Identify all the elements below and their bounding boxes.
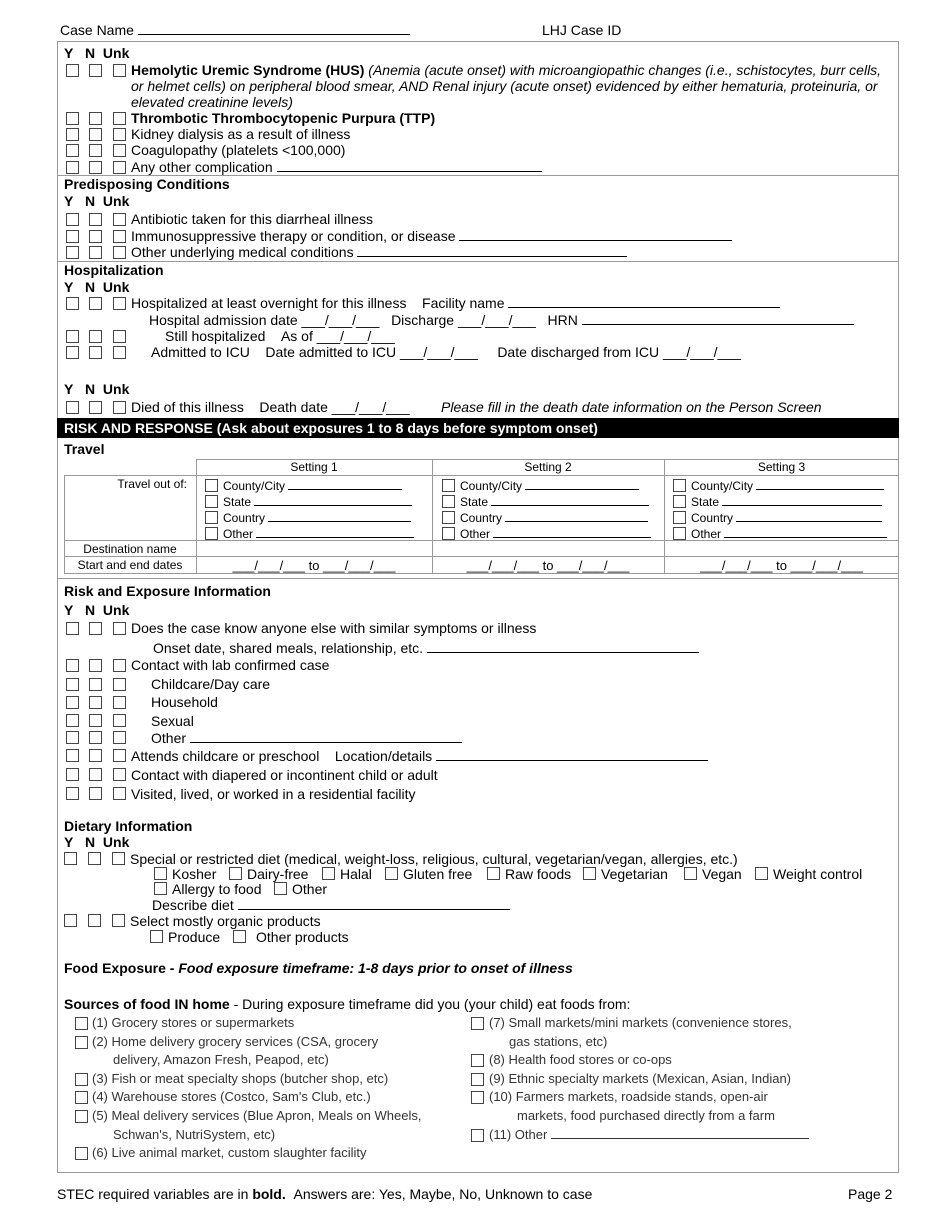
- still-hospitalized-label: Still hospitalized As of ___/___/___: [165, 328, 395, 344]
- lab-confirmed-y-checkbox[interactable]: [66, 659, 79, 672]
- source-7-label-cont: gas stations, etc): [509, 1034, 608, 1049]
- hospitalized-label: Hospitalized at least overnight for this illness Facility name: [131, 295, 780, 311]
- lhj-case-id-label: LHJ Case ID: [542, 22, 622, 38]
- residential-unk-checkbox[interactable]: [113, 787, 126, 800]
- gluten-free-checkbox[interactable]: [385, 867, 398, 880]
- coagulopathy-label: Coagulopathy (platelets <100,000): [131, 142, 346, 158]
- admitted-icu-label: Admitted to ICU Date admitted to ICU ___/___/___ Date discharged from ICU ___/___/___: [151, 344, 741, 360]
- diet-other-label: Other: [292, 881, 328, 897]
- s3-other-label: Other: [691, 526, 887, 541]
- travel-title: Travel: [64, 441, 105, 457]
- hospitalized-unk-checkbox[interactable]: [113, 297, 126, 310]
- gluten-free-label: Gluten free: [403, 866, 473, 882]
- raw-foods-label: Raw foods: [505, 866, 572, 882]
- similar-symptoms-label: Does the case know anyone else with similar symptoms or illness: [131, 620, 537, 636]
- source-2-label: (2) Home delivery grocery services (CSA, grocery: [92, 1034, 379, 1049]
- other-complication-n-checkbox[interactable]: [89, 161, 102, 174]
- died-unk-checkbox[interactable]: [113, 401, 126, 414]
- antibiotic-y-checkbox[interactable]: [66, 213, 79, 226]
- organic-n-checkbox[interactable]: [88, 914, 101, 927]
- dairy-free-label: Dairy-free: [247, 866, 309, 882]
- immunosuppressive-label: Immunosuppressive therapy or condition, or disease: [131, 228, 732, 244]
- died-n-checkbox[interactable]: [89, 401, 102, 414]
- allergy-label: Allergy to food: [172, 881, 262, 897]
- s3-date-range[interactable]: ___/___/___ to ___/___/___: [700, 558, 863, 573]
- kosher-checkbox[interactable]: [154, 867, 167, 880]
- died-y-checkbox[interactable]: [66, 401, 79, 414]
- special-diet-unk-checkbox[interactable]: [112, 852, 125, 865]
- source-6-checkbox[interactable]: [75, 1147, 88, 1160]
- source-2-label-cont: delivery, Amazon Fresh, Peapod, etc): [113, 1052, 329, 1067]
- source-1-label: (1) Grocery stores or supermarkets: [92, 1015, 295, 1030]
- vegetarian-label: Vegetarian: [601, 866, 668, 882]
- ynu-header: Y N Unk: [64, 45, 130, 61]
- sexual-unk-checkbox[interactable]: [113, 714, 126, 727]
- still-hospitalized-y-checkbox[interactable]: [66, 330, 79, 343]
- ttp-n-checkbox[interactable]: [89, 112, 102, 125]
- source-10-checkbox[interactable]: [471, 1091, 484, 1104]
- source-8-checkbox[interactable]: [471, 1054, 484, 1067]
- attends-childcare-n-checkbox[interactable]: [89, 749, 102, 762]
- sources-heading: Sources of food IN home - During exposure timeframe did you (your child) eat foods from:: [64, 996, 631, 1012]
- diapered-unk-checkbox[interactable]: [113, 768, 126, 781]
- other-underlying-label: Other underlying medical conditions: [131, 244, 627, 260]
- setting-1-header: Setting 1: [290, 460, 338, 474]
- ttp-label: Thrombotic Thrombocytopenic Purpura (TTP): [131, 110, 436, 126]
- source-2-checkbox[interactable]: [75, 1036, 88, 1049]
- s2-other-checkbox[interactable]: [442, 527, 455, 540]
- halal-checkbox[interactable]: [322, 867, 335, 880]
- source-10-label: (10) Farmers markets, roadside stands, open-air: [489, 1089, 768, 1104]
- source-1-checkbox[interactable]: [75, 1017, 88, 1030]
- ttp-y-checkbox[interactable]: [66, 112, 79, 125]
- other-complication-y-checkbox[interactable]: [66, 161, 79, 174]
- s1-state-label: State: [223, 494, 412, 509]
- source-7-label: (7) Small markets/mini markets (convenience stores,: [489, 1015, 792, 1030]
- ynu-header: Y N Unk: [64, 602, 130, 618]
- diet-other-checkbox[interactable]: [274, 882, 287, 895]
- s1-other-label: Other: [223, 526, 414, 541]
- organic-label: Select mostly organic products: [130, 913, 321, 929]
- similar-unk-checkbox[interactable]: [113, 622, 126, 635]
- raw-foods-checkbox[interactable]: [487, 867, 500, 880]
- s2-county-checkbox[interactable]: [442, 479, 455, 492]
- dialysis-label: Kidney dialysis as a result of illness: [131, 126, 351, 142]
- immunosuppressive-n-checkbox[interactable]: [89, 230, 102, 243]
- ynu-header: Y N Unk: [64, 381, 130, 397]
- s2-date-range[interactable]: ___/___/___ to ___/___/___: [466, 558, 630, 573]
- other-underlying-unk-checkbox[interactable]: [113, 246, 126, 259]
- childcare-n-checkbox[interactable]: [89, 678, 102, 691]
- attends-childcare-y-checkbox[interactable]: [66, 749, 79, 762]
- other-underlying-y-checkbox[interactable]: [66, 246, 79, 259]
- sexual-y-checkbox[interactable]: [66, 714, 79, 727]
- residential-label: Visited, lived, or worked in a residential facility: [131, 786, 416, 802]
- s1-date-range[interactable]: ___/___/___ to ___/___/___: [232, 558, 396, 573]
- died-label: Died of this illness Death date ___/___/___: [131, 399, 410, 415]
- s3-country-label: Country: [691, 510, 882, 525]
- household-n-checkbox[interactable]: [89, 696, 102, 709]
- s1-county-checkbox[interactable]: [205, 479, 218, 492]
- source-4-checkbox[interactable]: [75, 1091, 88, 1104]
- source-6-label: (6) Live animal market, custom slaughter facility: [92, 1145, 367, 1160]
- organic-unk-checkbox[interactable]: [112, 914, 125, 927]
- sexual-n-checkbox[interactable]: [89, 714, 102, 727]
- other-underlying-n-checkbox[interactable]: [89, 246, 102, 259]
- weight-control-label: Weight control: [773, 866, 863, 882]
- still-hospitalized-unk-checkbox[interactable]: [113, 330, 126, 343]
- source-11-label: (11) Other: [489, 1127, 809, 1142]
- coagulopathy-y-checkbox[interactable]: [66, 144, 79, 157]
- s1-country-label: Country: [223, 510, 411, 525]
- s2-country-label: Country: [460, 510, 648, 525]
- ttp-unk-checkbox[interactable]: [113, 112, 126, 125]
- similar-n-checkbox[interactable]: [89, 622, 102, 635]
- contact-other-unk-checkbox[interactable]: [113, 731, 126, 744]
- vegan-checkbox[interactable]: [684, 867, 697, 880]
- hospitalization-title: Hospitalization: [64, 262, 164, 278]
- produce-label: Produce: [168, 929, 221, 945]
- childcare-label: Childcare/Day care: [151, 676, 271, 692]
- destination-name-label: Destination name: [83, 542, 177, 556]
- death-note: Please fill in the death date information on the Person Screen: [441, 399, 822, 415]
- describe-diet-label: Describe diet: [152, 897, 510, 913]
- antibiotic-label: Antibiotic taken for this diarrheal illness: [131, 211, 374, 227]
- special-diet-y-checkbox[interactable]: [64, 852, 77, 865]
- setting-2-header: Setting 2: [524, 460, 572, 474]
- dialysis-unk-checkbox[interactable]: [113, 128, 126, 141]
- lab-confirmed-unk-checkbox[interactable]: [113, 659, 126, 672]
- other-complication-label: Any other complication: [131, 159, 542, 175]
- page-number: Page 2: [848, 1186, 893, 1202]
- diapered-label: Contact with diapered or incontinent child or adult: [131, 767, 438, 783]
- s2-county-label: County/City: [460, 478, 639, 493]
- special-diet-label: Special or restricted diet (medical, weight-loss, religious, cultural, vegetarian/vegan, allergies, etc.): [130, 851, 738, 867]
- residential-n-checkbox[interactable]: [89, 787, 102, 800]
- source-5-label-cont: Schwan's, NutriSystem, etc): [113, 1127, 276, 1142]
- diapered-y-checkbox[interactable]: [66, 768, 79, 781]
- s2-state-label: State: [460, 494, 649, 509]
- immunosuppressive-unk-checkbox[interactable]: [113, 230, 126, 243]
- immunosuppressive-y-checkbox[interactable]: [66, 230, 79, 243]
- still-hospitalized-n-checkbox[interactable]: [89, 330, 102, 343]
- ynu-header: Y N Unk: [64, 834, 130, 850]
- special-diet-n-checkbox[interactable]: [88, 852, 101, 865]
- household-unk-checkbox[interactable]: [113, 696, 126, 709]
- ynu-header: Y N Unk: [64, 193, 130, 209]
- footer-note: STEC required variables are in bold. Answers are: Yes, Maybe, No, Unknown to case: [57, 1186, 593, 1202]
- source-4-label: (4) Warehouse stores (Costco, Sam's Club, etc.): [92, 1089, 371, 1104]
- hus-y-checkbox[interactable]: [66, 64, 79, 77]
- antibiotic-unk-checkbox[interactable]: [113, 213, 126, 226]
- s3-other-checkbox[interactable]: [673, 527, 686, 540]
- hus-line2: or helmet cells) on peripheral blood smear, AND Renal injury (acute onset) evidenced by either hematuria, proteinuria, or: [131, 78, 878, 94]
- source-9-checkbox[interactable]: [471, 1073, 484, 1086]
- dialysis-y-checkbox[interactable]: [66, 128, 79, 141]
- hus-unk-checkbox[interactable]: [113, 64, 126, 77]
- source-3-checkbox[interactable]: [75, 1073, 88, 1086]
- risk-response-bar: RISK AND RESPONSE (Ask about exposures 1 to 8 days before symptom onset): [57, 418, 899, 438]
- source-8-label: (8) Health food stores or co-ops: [489, 1052, 672, 1067]
- source-7-checkbox[interactable]: [471, 1017, 484, 1030]
- admitted-icu-y-checkbox[interactable]: [66, 346, 79, 359]
- s2-country-checkbox[interactable]: [442, 511, 455, 524]
- contact-other-label: Other: [151, 730, 462, 746]
- source-11-checkbox[interactable]: [471, 1129, 484, 1142]
- onset-date-label: Onset date, shared meals, relationship, etc.: [153, 640, 699, 656]
- admitted-icu-unk-checkbox[interactable]: [113, 346, 126, 359]
- similar-y-checkbox[interactable]: [66, 622, 79, 635]
- allergy-checkbox[interactable]: [154, 882, 167, 895]
- s3-county-label: County/City: [691, 478, 884, 493]
- food-exposure-heading: Food Exposure - Food exposure timeframe: 1-8 days prior to onset of illness: [64, 960, 573, 976]
- s3-country-checkbox[interactable]: [673, 511, 686, 524]
- lab-confirmed-n-checkbox[interactable]: [89, 659, 102, 672]
- other-products-checkbox[interactable]: [233, 930, 246, 943]
- hus-line3: elevated creatinine levels): [131, 94, 293, 110]
- contact-other-y-checkbox[interactable]: [66, 731, 79, 744]
- s3-state-label: State: [691, 494, 882, 509]
- travel-out-of-label: Travel out of:: [117, 477, 187, 491]
- hospitalized-y-checkbox[interactable]: [66, 297, 79, 310]
- s3-county-checkbox[interactable]: [673, 479, 686, 492]
- admitted-icu-n-checkbox[interactable]: [89, 346, 102, 359]
- residential-y-checkbox[interactable]: [66, 787, 79, 800]
- household-y-checkbox[interactable]: [66, 696, 79, 709]
- childcare-unk-checkbox[interactable]: [113, 678, 126, 691]
- s1-county-label: County/City: [223, 478, 402, 493]
- lab-confirmed-label: Contact with lab confirmed case: [131, 657, 330, 673]
- sexual-label: Sexual: [151, 713, 194, 729]
- start-end-dates-label: Start and end dates: [77, 558, 183, 572]
- predisposing-title: Predisposing Conditions: [64, 176, 230, 192]
- other-products-label: Other products: [256, 929, 349, 945]
- admission-line: Hospital admission date ___/___/___ Discharge ___/___/___ HRN: [149, 312, 854, 328]
- coagulopathy-unk-checkbox[interactable]: [113, 144, 126, 157]
- kosher-label: Kosher: [172, 866, 217, 882]
- risk-exposure-title: Risk and Exposure Information: [64, 583, 271, 599]
- s2-state-checkbox[interactable]: [442, 495, 455, 508]
- dietary-title: Dietary Information: [64, 818, 193, 834]
- s1-other-checkbox[interactable]: [205, 527, 218, 540]
- s1-country-checkbox[interactable]: [205, 511, 218, 524]
- case-name-label: Case Name: [60, 22, 410, 38]
- weight-control-checkbox[interactable]: [755, 867, 768, 880]
- organic-y-checkbox[interactable]: [64, 914, 77, 927]
- diapered-n-checkbox[interactable]: [89, 768, 102, 781]
- attends-childcare-label: Attends childcare or preschool Location/details: [131, 748, 708, 764]
- source-5-label: (5) Meal delivery services (Blue Apron, Meals on Wheels,: [92, 1108, 422, 1123]
- childcare-y-checkbox[interactable]: [66, 678, 79, 691]
- hospitalized-n-checkbox[interactable]: [89, 297, 102, 310]
- source-9-label: (9) Ethnic specialty markets (Mexican, Asian, Indian): [489, 1071, 792, 1086]
- vegan-label: Vegan: [702, 866, 742, 882]
- setting-3-header: Setting 3: [757, 460, 806, 474]
- produce-checkbox[interactable]: [150, 930, 163, 943]
- source-10-label-cont: markets, food purchased directly from a farm: [517, 1108, 775, 1123]
- attends-childcare-unk-checkbox[interactable]: [113, 749, 126, 762]
- hus-line1: Hemolytic Uremic Syndrome (HUS) (Anemia (acute onset) with microangiopathic changes (i.e., schistocytes, burr cells,: [131, 62, 882, 78]
- ynu-header: Y N Unk: [64, 279, 130, 295]
- source-5-checkbox[interactable]: [75, 1110, 88, 1123]
- coagulopathy-n-checkbox[interactable]: [89, 144, 102, 157]
- halal-label: Halal: [340, 866, 372, 882]
- household-label: Household: [151, 694, 218, 710]
- contact-other-n-checkbox[interactable]: [89, 731, 102, 744]
- s2-other-label: Other: [460, 526, 651, 541]
- dialysis-n-checkbox[interactable]: [89, 128, 102, 141]
- antibiotic-n-checkbox[interactable]: [89, 213, 102, 226]
- s3-state-checkbox[interactable]: [673, 495, 686, 508]
- source-3-label: (3) Fish or meat specialty shops (butcher shop, etc): [92, 1071, 389, 1086]
- dairy-free-checkbox[interactable]: [229, 867, 242, 880]
- s1-state-checkbox[interactable]: [205, 495, 218, 508]
- hus-n-checkbox[interactable]: [89, 64, 102, 77]
- vegetarian-checkbox[interactable]: [583, 867, 596, 880]
- other-complication-unk-checkbox[interactable]: [113, 161, 126, 174]
